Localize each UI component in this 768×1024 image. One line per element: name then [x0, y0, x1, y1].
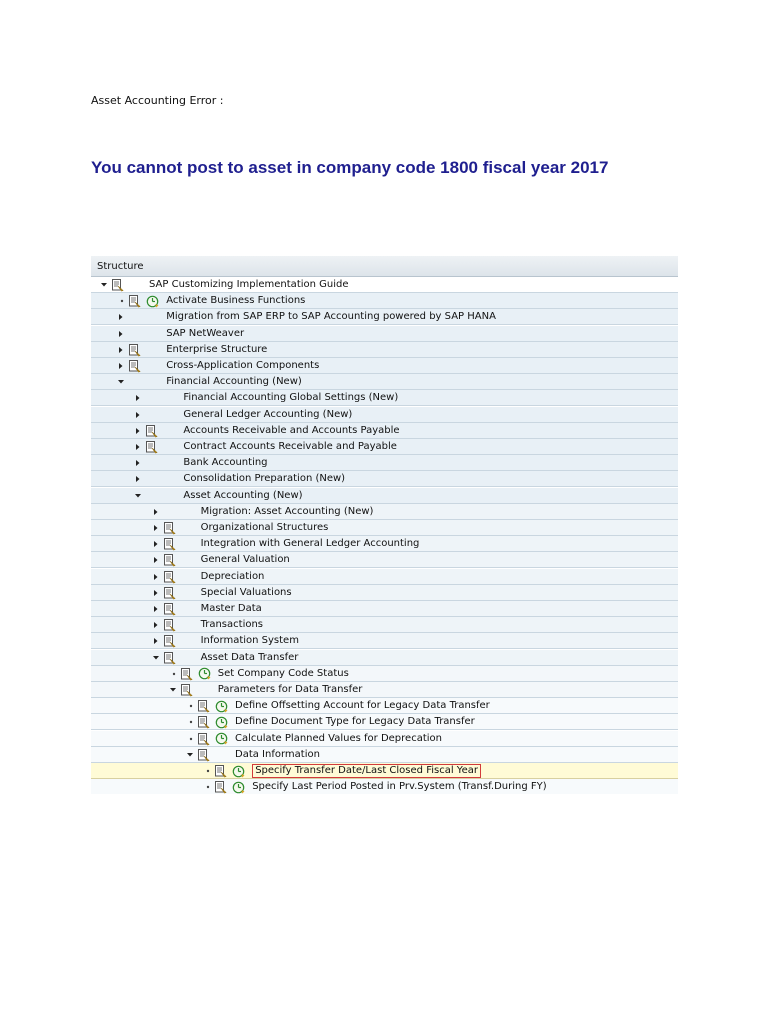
triangle-right-icon[interactable] [116, 342, 126, 358]
triangle-right-icon[interactable] [151, 504, 161, 520]
execute-clock-icon[interactable] [215, 698, 228, 714]
tree-item-label[interactable]: Migration: Asset Accounting (New) [200, 505, 374, 517]
tree-row[interactable] [91, 617, 678, 633]
triangle-right-icon[interactable] [116, 358, 126, 374]
tree-row[interactable] [91, 326, 678, 342]
triangle-down-icon[interactable] [116, 374, 126, 390]
tree-item-label[interactable]: Information System [200, 635, 299, 647]
tree-item-label[interactable]: Parameters for Data Transfer [217, 684, 363, 695]
tree-header [91, 256, 678, 277]
bullet-icon [202, 763, 212, 779]
img-documentation-icon[interactable] [163, 650, 176, 666]
tree-row[interactable] [91, 714, 678, 730]
triangle-down-icon[interactable] [99, 277, 109, 293]
img-documentation-icon[interactable] [163, 617, 176, 633]
execute-clock-icon[interactable] [232, 779, 245, 794]
img-documentation-icon[interactable] [197, 698, 210, 714]
tree-item-label[interactable]: Migration from SAP ERP to SAP Accounting powered by SAP HANA [166, 311, 496, 323]
tree-row[interactable] [91, 601, 678, 617]
triangle-right-icon[interactable] [133, 471, 143, 487]
triangle-right-icon[interactable] [133, 439, 143, 455]
tree-item-label[interactable]: Special Valuations [200, 586, 292, 598]
tree-row[interactable] [91, 520, 678, 536]
tree-row[interactable] [91, 293, 678, 309]
tree-row[interactable] [91, 779, 678, 794]
execute-clock-icon[interactable] [215, 731, 228, 747]
triangle-right-icon[interactable] [116, 326, 126, 342]
img-documentation-icon[interactable] [163, 552, 176, 568]
triangle-down-icon[interactable] [168, 682, 178, 698]
triangle-right-icon[interactable] [151, 536, 161, 552]
tree-row[interactable] [91, 747, 678, 763]
img-documentation-icon[interactable] [197, 714, 210, 730]
tree-item-label[interactable]: Cross-Application Components [166, 360, 320, 371]
img-documentation-icon[interactable] [145, 439, 158, 455]
triangle-right-icon[interactable] [151, 617, 161, 633]
triangle-right-icon[interactable] [116, 309, 126, 325]
tree-row[interactable] [91, 536, 678, 552]
triangle-right-icon[interactable] [151, 601, 161, 617]
tree-row[interactable] [91, 682, 678, 698]
tree-item-label[interactable]: Calculate Planned Values for Deprecation [235, 732, 442, 744]
tree-item-label[interactable]: General Valuation [200, 554, 290, 566]
tree-item-label[interactable]: Accounts Receivable and Accounts Payable [183, 424, 400, 436]
execute-clock-icon[interactable] [146, 293, 159, 309]
img-documentation-icon[interactable] [145, 423, 158, 439]
img-documentation-icon[interactable] [214, 779, 227, 794]
img-documentation-icon[interactable] [197, 747, 210, 763]
triangle-right-icon[interactable] [133, 423, 143, 439]
tree-row[interactable] [91, 471, 678, 487]
tree-row[interactable] [91, 423, 678, 439]
bullet-icon [185, 731, 195, 747]
tree-item-label[interactable]: Organizational Structures [200, 522, 329, 533]
tree-item-label[interactable]: Contract Accounts Receivable and Payable [183, 441, 397, 452]
bullet-icon [185, 698, 195, 714]
triangle-right-icon[interactable] [133, 407, 143, 423]
bullet-icon [116, 293, 126, 309]
execute-clock-icon[interactable] [215, 714, 228, 730]
error-message-title: You cannot post to asset in company code 1800 fiscal year 2017 [91, 158, 609, 177]
triangle-down-icon[interactable] [133, 488, 143, 504]
tree-row[interactable] [91, 407, 678, 423]
img-documentation-icon[interactable] [163, 633, 176, 649]
img-documentation-icon[interactable] [180, 666, 193, 682]
triangle-right-icon[interactable] [133, 390, 143, 406]
tree-header-label: Structure [97, 261, 144, 272]
tree-row[interactable] [91, 309, 678, 325]
img-documentation-icon[interactable] [163, 585, 176, 601]
img-documentation-icon[interactable] [163, 601, 176, 617]
tree-row[interactable] [91, 763, 678, 779]
tree-row[interactable] [91, 650, 678, 666]
bullet-icon [168, 666, 178, 682]
triangle-down-icon[interactable] [151, 650, 161, 666]
triangle-right-icon[interactable] [151, 569, 161, 585]
triangle-right-icon[interactable] [151, 585, 161, 601]
tree-item-label[interactable]: SAP NetWeaver [166, 327, 245, 339]
img-documentation-icon[interactable] [214, 763, 227, 779]
bullet-icon [202, 779, 212, 794]
img-documentation-icon[interactable] [128, 293, 141, 309]
execute-clock-icon[interactable] [198, 666, 211, 682]
tree-item-label[interactable]: Financial Accounting Global Settings (New) [183, 392, 399, 404]
triangle-right-icon[interactable] [151, 520, 161, 536]
img-documentation-icon[interactable] [128, 342, 141, 358]
tree-item-label[interactable]: Master Data [200, 603, 262, 614]
tree-row[interactable] [91, 731, 678, 747]
tree-row[interactable] [91, 585, 678, 601]
tree-item-label[interactable]: Data Information [235, 748, 320, 760]
tree-row[interactable] [91, 390, 678, 406]
tree-item-label[interactable]: Transactions [200, 619, 264, 631]
img-documentation-icon[interactable] [163, 536, 176, 552]
tree-row[interactable] [91, 698, 678, 714]
tree-item-label[interactable]: Activate Business Functions [166, 295, 306, 307]
tree-row[interactable] [91, 488, 678, 504]
tree-row[interactable] [91, 552, 678, 568]
triangle-right-icon[interactable] [151, 633, 161, 649]
img-documentation-icon[interactable] [163, 520, 176, 536]
img-documentation-icon[interactable] [197, 731, 210, 747]
tree-item-label[interactable]: General Ledger Accounting (New) [183, 408, 353, 420]
tree-item-label[interactable]: Consolidation Preparation (New) [183, 473, 346, 485]
tree-item-label[interactable]: Asset Data Transfer [200, 651, 299, 663]
tree-item-label[interactable]: Enterprise Structure [166, 343, 268, 355]
img-documentation-icon[interactable] [180, 682, 193, 698]
tree-row[interactable] [91, 342, 678, 358]
triangle-right-icon[interactable] [151, 552, 161, 568]
bullet-icon [185, 714, 195, 730]
tree-item-label[interactable]: Bank Accounting [183, 457, 268, 469]
img-structure-tree [91, 256, 678, 794]
tree-row[interactable] [91, 277, 678, 293]
img-documentation-icon[interactable] [128, 358, 141, 374]
tree-item-label[interactable]: SAP Customizing Implementation Guide [149, 279, 349, 290]
img-documentation-icon[interactable] [111, 277, 124, 293]
page-subtitle: Asset Accounting Error : [91, 94, 224, 107]
execute-clock-icon[interactable] [232, 763, 245, 779]
tree-item-label-highlighted[interactable]: Specify Transfer Date/Last Closed Fiscal Year [252, 764, 481, 778]
tree-item-label[interactable]: Specify Last Period Posted in Prv.System (Transf.During FY) [252, 781, 547, 793]
tree-item-label[interactable]: Depreciation [200, 570, 265, 582]
tree-row[interactable] [91, 455, 678, 471]
tree-item-label[interactable]: Set Company Code Status [217, 667, 349, 679]
img-documentation-icon[interactable] [163, 569, 176, 585]
triangle-right-icon[interactable] [133, 455, 143, 471]
tree-row[interactable] [91, 569, 678, 585]
tree-row[interactable] [91, 633, 678, 649]
tree-row[interactable] [91, 666, 678, 682]
tree-item-label[interactable]: Define Document Type for Legacy Data Transfer [235, 716, 475, 728]
tree-item-label[interactable]: Integration with General Ledger Accounting [200, 538, 420, 550]
tree-row[interactable] [91, 504, 678, 520]
tree-item-label[interactable]: Asset Accounting (New) [183, 489, 303, 501]
tree-item-label[interactable]: Financial Accounting (New) [166, 376, 302, 388]
tree-row[interactable] [91, 439, 678, 455]
tree-row[interactable] [91, 374, 678, 390]
tree-row[interactable] [91, 358, 678, 374]
triangle-down-icon[interactable] [185, 747, 195, 763]
tree-item-label[interactable]: Define Offsetting Account for Legacy Data Transfer [235, 700, 490, 712]
